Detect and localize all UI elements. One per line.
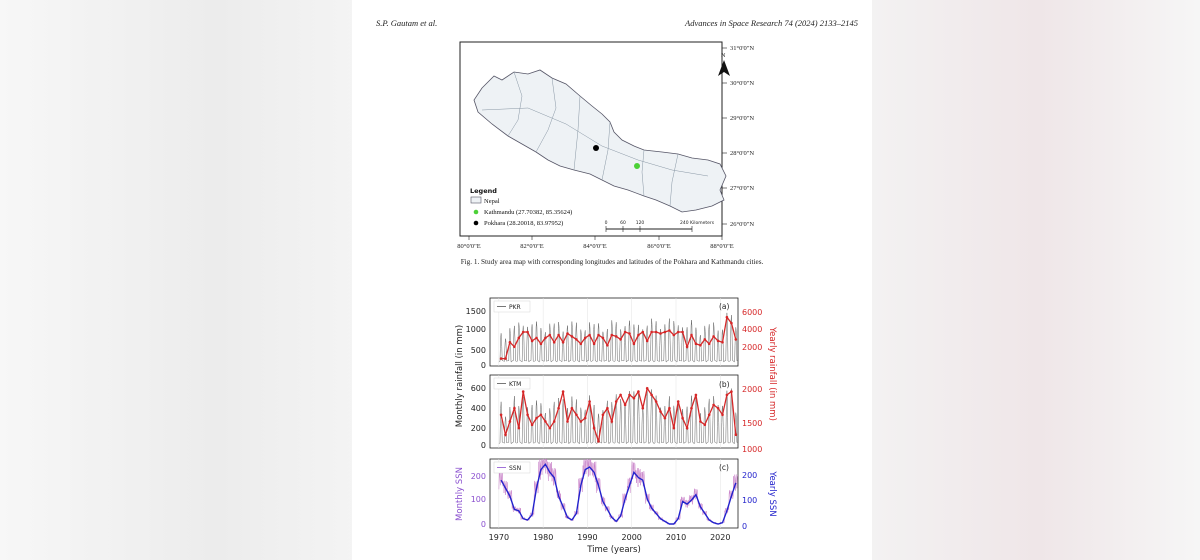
yearly-point [659,332,662,335]
tick-label: 6000 [742,308,763,317]
yearly-point [544,420,547,423]
yearly-point [664,331,667,334]
yearly-point [686,427,689,430]
ylabel-monthly-rainfall: Monthly rainfall (in mm) [455,324,465,428]
yearly-point [708,343,711,346]
legend-pkr: PKR [509,304,521,311]
panel-a-right-ticks [742,308,762,352]
yearly-point [690,334,693,337]
lat-label: 29°0'0"N [730,115,755,122]
xlabel-time: Time (years) [587,545,641,555]
yearly-point [695,343,698,346]
yearly-point [588,334,591,337]
yearly-point [504,357,507,360]
tick-label: 0 [480,520,486,529]
legend-nepal-swatch [471,197,481,203]
yearly-point [500,357,503,360]
running-header-authors: S.P. Gautam et al. [376,18,438,28]
yearly-point [704,424,707,427]
scale-tick: 240 Kilometers [680,221,715,226]
yearly-point [637,390,640,393]
tick-label: 1000 [465,325,486,334]
yearly-point [575,414,578,417]
yearly-point [513,407,516,410]
lon-label: 82°0'0"E [520,243,544,250]
yearly-point [575,338,578,341]
ylabel-yearly-rainfall: Yearly rainfall (in mm) [767,327,777,421]
background-right [840,0,1200,560]
yearly-point [642,331,645,334]
yearly-point [624,331,627,334]
paper-page [352,0,872,560]
yearly-point [690,407,693,410]
x-tick-label: 2020 [710,533,731,542]
scale-tick: 0 [604,221,608,226]
yearly-point [526,414,529,417]
yearly-point [500,414,503,417]
tick-label: 200 [470,472,486,481]
lat-label: 30°0'0"N [730,80,755,87]
yearly-point [571,407,574,410]
figure2-charts [352,290,872,560]
yearly-point [681,331,684,334]
yearly-point [699,344,702,347]
longitude-labels [457,236,733,250]
scale-tick: 120 [635,221,645,226]
lon-label: 88°0'0"E [710,243,734,250]
yearly-point [602,414,605,417]
yearly-point [540,414,543,417]
lat-label: 28°0'0"N [730,150,755,157]
tick-label: 500 [470,346,486,355]
panel-b-legend [494,378,530,389]
yearly-point [646,340,649,343]
yearly-point [655,400,658,403]
yearly-point [584,417,587,420]
yearly-point [704,338,707,341]
yearly-point [580,343,583,346]
yearly-point [611,334,614,337]
yearly-point [566,420,569,423]
yearly-point [526,331,529,334]
yearly-point [588,400,591,403]
yearly-point [513,346,516,349]
panel-a-label: (a) [719,302,730,311]
panel-a-left-ticks [466,307,486,370]
yearly-point [562,341,565,344]
yearly-point [606,344,609,347]
tick-label: 0 [480,441,486,450]
legend-kathmandu-marker [474,210,479,215]
yearly-point [642,407,645,410]
legend-pokhara: Pokhara (28.20018, 83.97952) [484,220,564,227]
yearly-point [509,420,512,423]
tick-label: 1500 [742,419,763,428]
tick-label: 400 [470,404,486,413]
yearly-point [593,343,596,346]
tick-label: 1000 [742,445,763,454]
yearly-point [646,387,649,390]
x-tick-label: 1980 [532,533,554,542]
legend-nepal: Nepal [484,198,500,205]
yearly-point [580,420,583,423]
yearly-point [540,343,543,346]
yearly-point [673,427,676,430]
tick-label: 4000 [742,325,763,334]
tick-label: 0 [480,361,486,370]
running-header-journal: Advances in Space Research 74 (2024) 2133–2145 [685,18,858,28]
yearly-point [562,390,565,393]
panel-b-label: (b) [719,380,730,389]
panel-c-label: (c) [719,463,729,472]
yearly-point [549,334,552,337]
legend-title: Legend [470,187,497,195]
yearly-point [637,334,640,337]
yearly-point [606,407,609,410]
yearly-point [677,331,680,334]
yearly-point [584,337,587,340]
yearly-point [712,404,715,407]
yearly-point [650,394,653,397]
yearly-point [619,394,622,397]
lon-label: 84°0'0"E [583,243,607,250]
x-tick-label: 1970 [488,533,510,542]
yearly-point [602,337,605,340]
yearly-point [699,420,702,423]
yearly-point [553,420,556,423]
panel-c-right-ticks [742,471,757,531]
yearly-point [721,414,724,417]
tick-label: 1500 [465,307,486,316]
yearly-point [735,338,738,341]
yearly-point [730,390,733,393]
yearly-point [518,337,521,340]
yearly-point [655,331,658,334]
yearly-point [518,427,521,430]
yearly-point [717,340,720,343]
yearly-point [730,322,733,325]
yearly-point [633,397,636,400]
yearly-point [628,332,631,335]
background-left [0,0,360,560]
yearly-point [659,410,662,413]
yearly-point [695,394,698,397]
panel-b-right-ticks [742,385,762,454]
lat-label: 31°0'0"N [730,45,755,52]
yearly-point [522,331,525,334]
lon-label: 86°0'0"E [647,243,671,250]
yearly-point [664,417,667,420]
yearly-point [668,407,671,410]
yearly-point [509,341,512,344]
x-tick-label: 1990 [577,533,598,542]
yearly-point [615,400,618,403]
panel-c-legend [494,462,530,473]
x-tick-labels [489,533,731,542]
yearly-point [677,400,680,403]
yearly-point [708,414,711,417]
yearly-point [557,334,560,337]
tick-label: 2000 [742,343,763,352]
tick-label: 100 [470,495,486,504]
x-tick-label: 2010 [665,533,687,542]
ylabel-monthly-ssn: Monthly SSN [455,467,465,521]
tick-label: 2000 [742,385,763,394]
yearly-point [566,332,569,335]
pokhara-marker [593,145,599,151]
yearly-point [717,407,720,410]
yearly-point [633,343,636,346]
yearly-point [597,334,600,337]
yearly-point [650,331,653,334]
tick-label: 200 [742,471,758,480]
yearly-point [624,404,627,407]
lat-label: 27°0'0"N [730,185,755,192]
yearly-point [535,337,538,340]
tick-label: 0 [742,522,748,531]
yearly-point [726,316,729,319]
yearly-point [668,329,671,332]
panel-c-left-ticks [471,472,486,529]
yearly-point [735,433,738,436]
yearly-point [531,340,534,343]
tick-label: 100 [742,496,758,505]
yearly-point [721,341,724,344]
yearly-point [557,407,560,410]
tick-label: 200 [470,424,486,433]
yearly-point [619,338,622,341]
yearly-point [549,427,552,430]
yearly-point [628,394,631,397]
north-label: N [721,53,726,59]
kathmandu-marker [634,163,640,169]
legend-pokhara-marker [474,221,479,226]
tick-label: 600 [470,384,486,393]
x-tick-label: 2000 [621,533,642,542]
yearly-point [726,394,729,397]
yearly-point [673,334,676,337]
yearly-point [611,420,614,423]
yearly-point [522,390,525,393]
yearly-point [504,433,507,436]
panel-a-legend [494,301,530,312]
yearly-point [535,417,538,420]
scale-tick: 60 [620,221,626,226]
yearly-point [615,335,618,338]
figure1-caption: Fig. 1. Study area map with corresponding longitudes and latitudes of the Pokhara and Kathmandu cities. [460,258,764,266]
yearly-point [571,335,574,338]
yearly-point [544,337,547,340]
yearly-point [686,346,689,349]
ylabel-yearly-ssn: Yearly SSN [767,471,777,517]
yearly-point [553,341,556,344]
figure1-map [352,0,872,260]
lat-label: 26°0'0"N [730,221,755,228]
yearly-point [593,427,596,430]
yearly-point [597,440,600,443]
legend-ktm: KTM [509,381,522,388]
lon-label: 80°0'0"E [457,243,481,250]
yearly-point [531,424,534,427]
yearly-point [681,417,684,420]
yearly-point [712,335,715,338]
legend-ssn: SSN [509,465,522,472]
legend-kathmandu: Kathmandu (27.70382, 85.35624) [484,209,573,216]
panel-b-left-ticks [471,384,486,450]
